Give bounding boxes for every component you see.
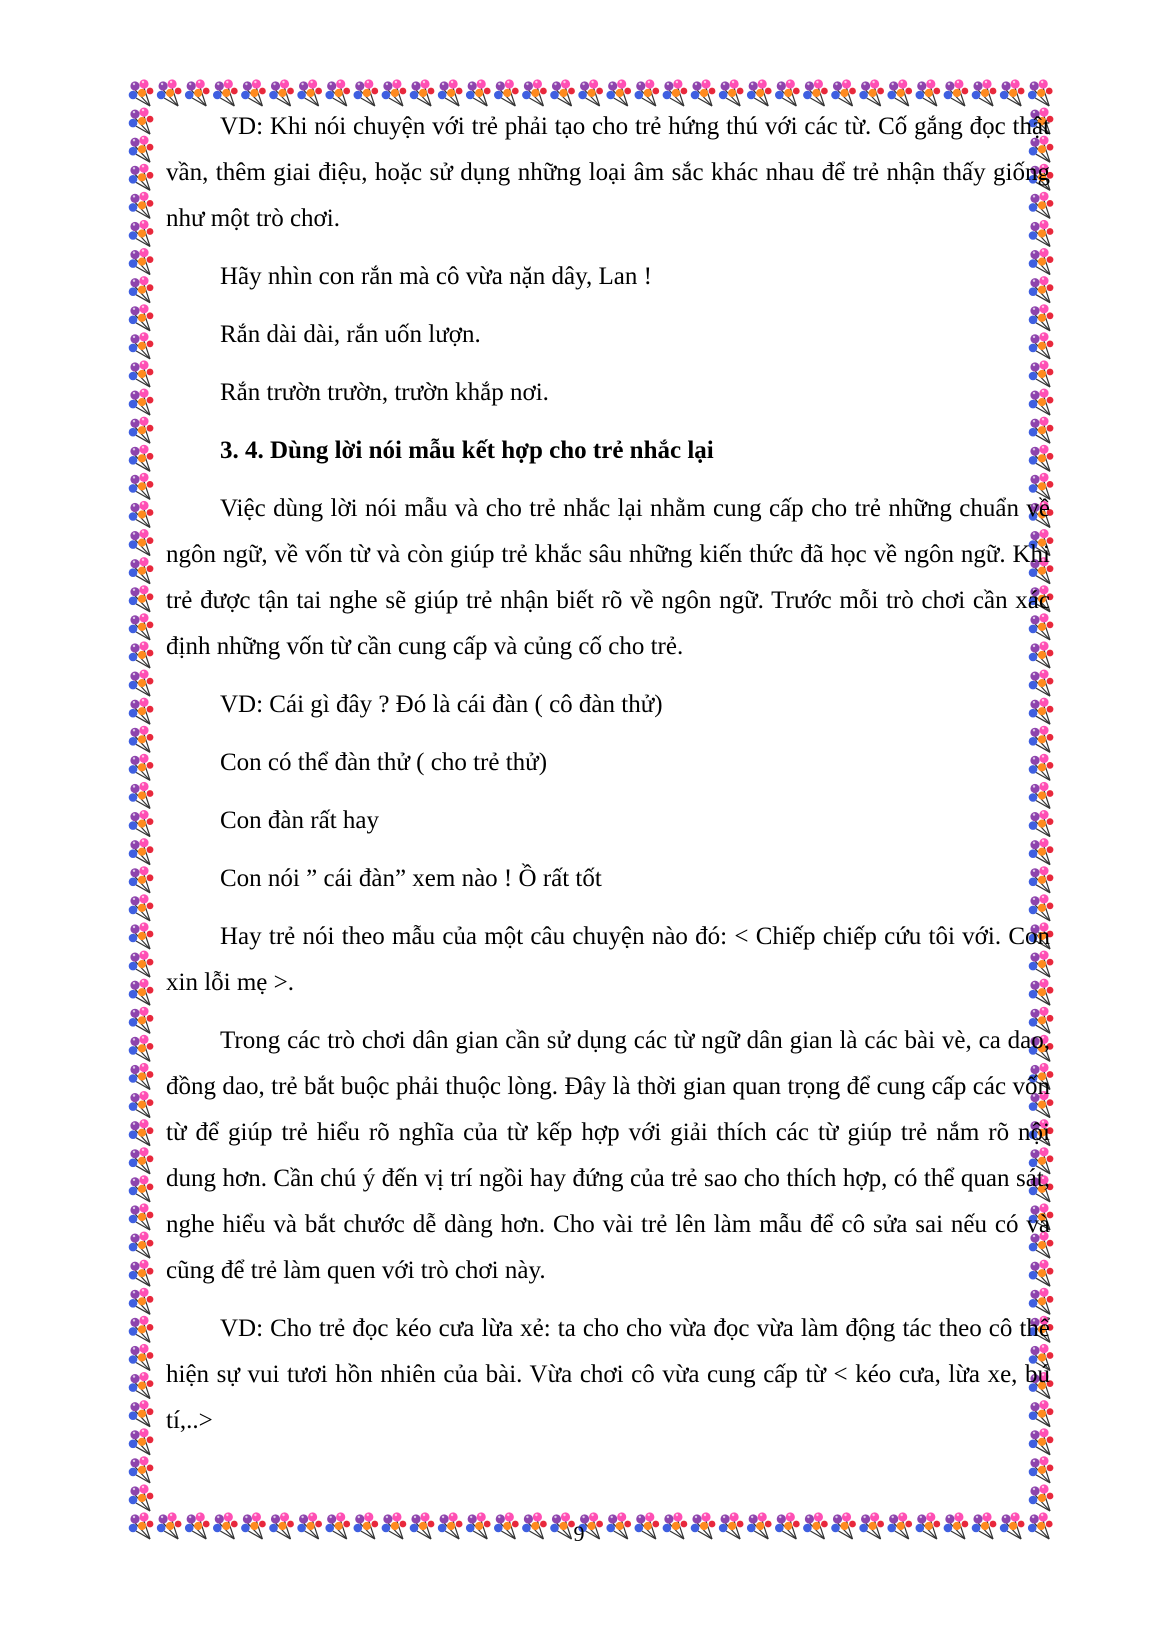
balloon-bunch-icon bbox=[129, 641, 154, 668]
balloon-bunch-icon bbox=[129, 1484, 154, 1511]
balloon-bunch-icon bbox=[129, 1316, 154, 1343]
balloon-bunch-icon bbox=[129, 1091, 154, 1118]
balloon-bunch-icon bbox=[297, 79, 322, 106]
balloon-bunch-icon bbox=[129, 1203, 154, 1230]
balloon-bunch-icon bbox=[129, 389, 154, 416]
balloon-bunch-icon bbox=[635, 79, 660, 106]
balloon-bunch-icon bbox=[831, 79, 856, 106]
balloon-bunch-icon bbox=[129, 726, 154, 753]
balloon-bunch-icon bbox=[129, 164, 154, 191]
balloon-bunch-icon bbox=[129, 1035, 154, 1062]
balloon-bunch-icon bbox=[803, 79, 828, 106]
balloon-bunch-icon bbox=[129, 473, 154, 500]
balloon-bunch-icon bbox=[663, 79, 688, 106]
balloon-bunch-icon bbox=[185, 79, 210, 106]
balloon-bunch-icon bbox=[129, 501, 154, 528]
balloon-bunch-icon bbox=[129, 1372, 154, 1399]
balloon-bunch-icon bbox=[1028, 79, 1053, 106]
page-number: 9 bbox=[573, 1521, 585, 1546]
balloon-bunch-icon bbox=[129, 670, 154, 697]
balloon-bunch-icon bbox=[578, 79, 603, 106]
balloon-bunch-icon bbox=[129, 136, 154, 163]
balloon-bunch-icon bbox=[213, 79, 238, 106]
example-paragraph-intro: VD: Khi nói chuyện với trẻ phải tạo cho trẻ hứng thú với các từ. Cố gắng đọc thật vần, thêm giai điệu, hoặc sử dụng những loại âm sắc khác nhau để trẻ nhận thấy giống như một trò chơi. bbox=[166, 113, 1050, 232]
balloon-bunch-icon bbox=[916, 79, 941, 106]
balloon-bunch-icon bbox=[354, 79, 379, 106]
balloon-bunch-icon bbox=[269, 79, 294, 106]
balloon-bunch-icon bbox=[129, 108, 154, 135]
dialogue-line-2: Con có thể đàn thử ( cho trẻ thử) bbox=[220, 749, 548, 776]
balloon-bunch-icon bbox=[129, 417, 154, 444]
balloon-bunch-icon bbox=[129, 979, 154, 1006]
balloon-bunch-icon bbox=[129, 922, 154, 949]
balloon-bunch-icon bbox=[775, 79, 800, 106]
balloon-bunch-icon bbox=[859, 79, 884, 106]
balloon-bunch-icon bbox=[719, 79, 744, 106]
balloon-bunch-icon bbox=[129, 866, 154, 893]
balloon-bunch-icon bbox=[129, 1232, 154, 1259]
balloon-bunch-icon bbox=[129, 529, 154, 556]
dialogue-line-1: VD: Cái gì đây ? Đó là cái đàn ( cô đàn thử) bbox=[220, 691, 663, 718]
section-heading: 3. 4. Dùng lời nói mẫu kết hợp cho trẻ nhắc lại bbox=[220, 437, 714, 464]
balloon-bunch-icon bbox=[466, 79, 491, 106]
balloon-bunch-icon bbox=[129, 1456, 154, 1483]
balloon-bunch-icon bbox=[438, 79, 463, 106]
balloon-bunch-icon bbox=[129, 79, 154, 106]
balloon-bunch-icon bbox=[944, 79, 969, 106]
balloon-bunch-icon bbox=[522, 79, 547, 106]
balloon-bunch-icon bbox=[550, 79, 575, 106]
balloon-bunch-icon bbox=[129, 1344, 154, 1371]
balloon-bunch-icon bbox=[129, 782, 154, 809]
balloon-bunch-icon bbox=[129, 1147, 154, 1174]
border-top bbox=[129, 79, 1053, 106]
document-body bbox=[166, 104, 1050, 1456]
balloon-bunch-icon bbox=[129, 754, 154, 781]
balloon-bunch-icon bbox=[129, 1400, 154, 1427]
balloon-bunch-icon bbox=[691, 79, 716, 106]
balloon-bunch-icon bbox=[494, 79, 519, 106]
balloon-bunch-icon bbox=[382, 79, 407, 106]
balloon-bunch-icon bbox=[129, 276, 154, 303]
body-paragraph-model-speech: Việc dùng lời nói mẫu và cho trẻ nhắc lại nhằm cung cấp cho trẻ những chuẩn về ngôn ngữ, về vốn từ và còn giúp trẻ khắc sâu những kiến thức đã học về ngôn ngữ. Khi trẻ được tận tai nghe sẽ giúp trẻ nhận biết rõ về ngôn ngữ. Trước mỗi trò chơi cần xác định những vốn từ cần cung cấp và củng cố cho trẻ. bbox=[166, 495, 1050, 660]
border-left bbox=[129, 108, 154, 1512]
balloon-bunch-icon bbox=[129, 810, 154, 837]
dialogue-line-4: Con nói ” cái đàn” xem nào ! Ồ rất tốt bbox=[220, 865, 602, 892]
balloon-bunch-icon bbox=[129, 1260, 154, 1287]
balloon-bunch-icon bbox=[129, 445, 154, 472]
balloon-bunch-icon bbox=[129, 1119, 154, 1146]
story-paragraph: Hay trẻ nói theo mẫu của một câu chuyện nào đó: < Chiếp chiếp cứu tôi với. Con xin lỗi mẹ >. bbox=[166, 923, 1050, 996]
balloon-bunch-icon bbox=[129, 1428, 154, 1455]
balloon-bunch-icon bbox=[1029, 1484, 1054, 1511]
balloon-bunch-icon bbox=[972, 79, 997, 106]
balloon-bunch-icon bbox=[410, 79, 435, 106]
dialogue-line-3: Con đàn rất hay bbox=[220, 807, 379, 834]
balloon-bunch-icon bbox=[129, 1175, 154, 1202]
balloon-bunch-icon bbox=[129, 698, 154, 725]
balloon-bunch-icon bbox=[241, 79, 266, 106]
rhyme-line-2: Rắn dài dài, rắn uốn lượn. bbox=[220, 321, 481, 348]
balloon-bunch-icon bbox=[325, 79, 350, 106]
balloon-bunch-icon bbox=[129, 838, 154, 865]
balloon-bunch-icon bbox=[129, 1063, 154, 1090]
rhyme-line-1: Hãy nhìn con rắn mà cô vừa nặn dây, Lan ! bbox=[220, 263, 652, 290]
balloon-bunch-icon bbox=[129, 1007, 154, 1034]
balloon-bunch-icon bbox=[129, 894, 154, 921]
balloon-bunch-icon bbox=[129, 613, 154, 640]
balloon-bunch-icon bbox=[157, 79, 182, 106]
balloon-bunch-icon bbox=[129, 557, 154, 584]
balloon-bunch-icon bbox=[129, 360, 154, 387]
balloon-bunch-icon bbox=[129, 951, 154, 978]
balloon-bunch-icon bbox=[129, 332, 154, 359]
balloon-bunch-icon bbox=[129, 220, 154, 247]
balloon-bunch-icon bbox=[129, 1288, 154, 1315]
balloon-bunch-icon bbox=[1000, 79, 1025, 106]
balloon-bunch-icon bbox=[1029, 1456, 1054, 1483]
balloon-bunch-icon bbox=[129, 585, 154, 612]
balloon-bunch-icon bbox=[606, 79, 631, 106]
example-paragraph-saw: VD: Cho trẻ đọc kéo cưa lừa xẻ: ta cho cho vừa đọc vừa làm động tác theo cô thể hiện sự vui tươi hồn nhiên của bài. Vừa chơi cô vừa cung cấp từ < kéo cưa, lừa xe, bú tí,..> bbox=[166, 1315, 1050, 1434]
balloon-bunch-icon bbox=[129, 304, 154, 331]
rhyme-line-3: Rắn trườn trườn, trườn khắp nơi. bbox=[220, 379, 549, 406]
balloon-bunch-icon bbox=[747, 79, 772, 106]
folk-games-paragraph: Trong các trò chơi dân gian cần sử dụng các từ ngữ dân gian là các bài vè, ca dao, đồng dao, trẻ bắt buộc phải thuộc lòng. Đây là thời gian quan trọng để cung cấp các vốn từ để giúp trẻ hiểu rõ nghĩa của từ kếp hợp với giải thích các từ giúp trẻ nắm rõ nội dung hơn. Cần chú ý đến vị trí ngồi hay đứng của trẻ sao cho thích hợp, có thể quan sát, nghe hiểu và bắt chước dễ dàng hơn. Cho vài trẻ lên làm mẫu để cô sửa sai nếu có và cũng để trẻ làm quen với trò chơi này. bbox=[166, 1027, 1050, 1284]
balloon-bunch-icon bbox=[887, 79, 912, 106]
balloon-bunch-icon bbox=[129, 192, 154, 219]
balloon-bunch-icon bbox=[129, 248, 154, 275]
